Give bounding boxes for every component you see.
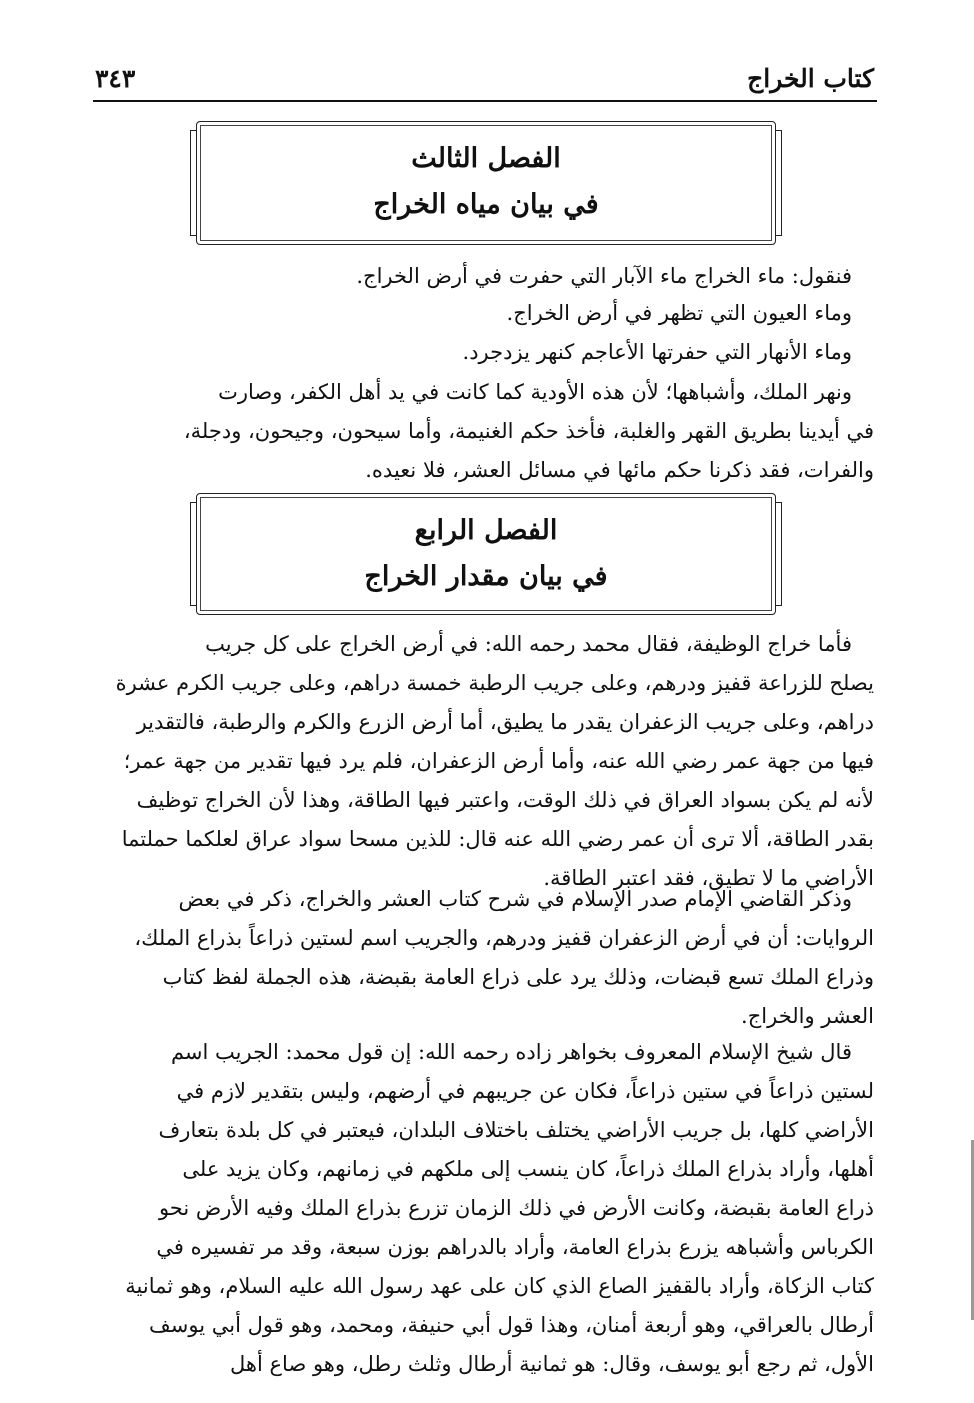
text-line: الكرباس وأشباهه يزرع بذراع العامة، وأراد بالدراهم بوزن سبعة، وقد مر تفسيره في bbox=[156, 1235, 874, 1259]
text-line: فيها من جهة عمر رضي الله عنه، وأما أرض الزعفران، فلم يرد فيها تقدير من جهة عمر؛ bbox=[123, 749, 874, 773]
chapter-4-title: الفصل الرابع bbox=[414, 515, 558, 546]
chapter-3-heading-box bbox=[196, 121, 776, 245]
paragraph-2 bbox=[103, 294, 874, 333]
text-line: دراهم، وعلى جريب الزعفران يقدر ما يطيق، أما أرض الزرع والكرم والرطبة، فالتقدير bbox=[136, 710, 874, 734]
text-line: الروايات: أن في أرض الزعفران قفيز ودرهم، والجريب اسم لستين ذراعاً بذراع الملك، bbox=[134, 926, 874, 950]
text-line: ونهر الملك، وأشباهها؛ لأن هذه الأودية كما كانت في يد أهل الكفر، وصارت bbox=[218, 380, 852, 404]
text-line: بقدر الطاقة، ألا ترى أن عمر رضي الله عنه قال: للذين مسحا سواد عراق لعلكما حملتما bbox=[121, 827, 874, 851]
text-line: لستين ذراعاً في ستين ذراعاً، فكان عن جريبهم في أرضهم، وليس بتقدير لازم في bbox=[176, 1079, 874, 1103]
paragraph-6 bbox=[103, 880, 874, 1036]
chapter-3-title: الفصل الثالث bbox=[411, 143, 561, 174]
text-line: وذكر القاضي الإمام صدر الإسلام في شرح كتاب العشر والخراج، ذكر في بعض bbox=[178, 887, 852, 911]
text-line: العشر والخراج. bbox=[741, 1004, 874, 1028]
chapter-4-heading-box bbox=[196, 493, 776, 615]
text-line: فنقول: ماء الخراج ماء الآبار التي حفرت في أرض الخراج. bbox=[356, 264, 852, 288]
text-line: ذراع العامة بقبضة، وكانت الأرض في ذلك الزمان تزرع بذراع الملك وفيه الأرض نحو bbox=[158, 1196, 874, 1220]
text-line: وذراع الملك تسع قبضات، وذلك يرد على ذراع العامة بقبضة، هذه الجملة لفظ كتاب bbox=[162, 965, 874, 989]
chapter-4-subtitle: في بيان مقدار الخراج bbox=[364, 561, 608, 592]
text-line: الأراضي كلها، بل جريب الأراضي يختلف باختلاف البلدان، فيعتبر في كل بلدة بتعارف bbox=[158, 1118, 874, 1142]
text-line: والفرات، فقد ذكرنا حكم مائها في مسائل العشر، فلا نعيده. bbox=[365, 458, 874, 482]
paragraph-5 bbox=[103, 625, 874, 898]
paragraph-1 bbox=[103, 257, 874, 296]
text-line: فأما خراج الوظيفة، فقال محمد رحمه الله: في أرض الخراج على كل جريب bbox=[205, 632, 852, 656]
text-line: الأراضي ما لا تطيق، فقد اعتبر الطاقة. bbox=[543, 866, 874, 890]
text-line: لأنه لم يكن بسواد العراق في ذلك الوقت، واعتبر فيها الطاقة، وهذا لأن الخراج توظيف bbox=[136, 788, 874, 812]
text-line: وماء الأنهار التي حفرتها الأعاجم كنهر يزدجرد. bbox=[462, 340, 852, 364]
chapter-3-subtitle: في بيان مياه الخراج bbox=[373, 189, 599, 220]
paragraph-4 bbox=[103, 373, 874, 490]
header-rule bbox=[93, 100, 877, 102]
text-line: يصلح للزراعة قفيز ودرهم، وعلى جريب الرطبة خمسة دراهم، وعلى جريب الكرم عشرة bbox=[115, 671, 874, 695]
text-line: أهلها، وأراد بذراع الملك ذراعاً، كان ينسب إلى ملكهم في زمانهم، وكان يزيد على bbox=[182, 1157, 874, 1181]
paragraph-7 bbox=[103, 1033, 874, 1384]
text-line: في أيدينا بطريق القهر والغلبة، فأخذ حكم الغنيمة، وأما سيحون، وجيحون، ودجلة، bbox=[183, 419, 874, 443]
text-line: وماء العيون التي تظهر في أرض الخراج. bbox=[506, 301, 852, 325]
text-line: الأول، ثم رجع أبو يوسف، وقال: هو ثمانية أرطال وثلث رطل، وهو صاع أهل bbox=[230, 1352, 874, 1376]
running-title: كتاب الخراج bbox=[747, 64, 874, 93]
text-line: كتاب الزكاة، وأراد بالقفيز الصاع الذي كان على عهد رسول الله عليه السلام، وهو ثمانية bbox=[125, 1274, 874, 1298]
page-number: ٣٤٣ bbox=[95, 64, 136, 93]
text-line: أرطال بالعراقي، وهو أربعة أمنان، وهذا قول أبي حنيفة، ومحمد، وهو قول أبي يوسف bbox=[149, 1313, 874, 1337]
text-line: قال شيخ الإسلام المعروف بخواهر زاده رحمه الله: إن قول محمد: الجريب اسم bbox=[170, 1040, 852, 1064]
paragraph-3 bbox=[103, 333, 874, 372]
